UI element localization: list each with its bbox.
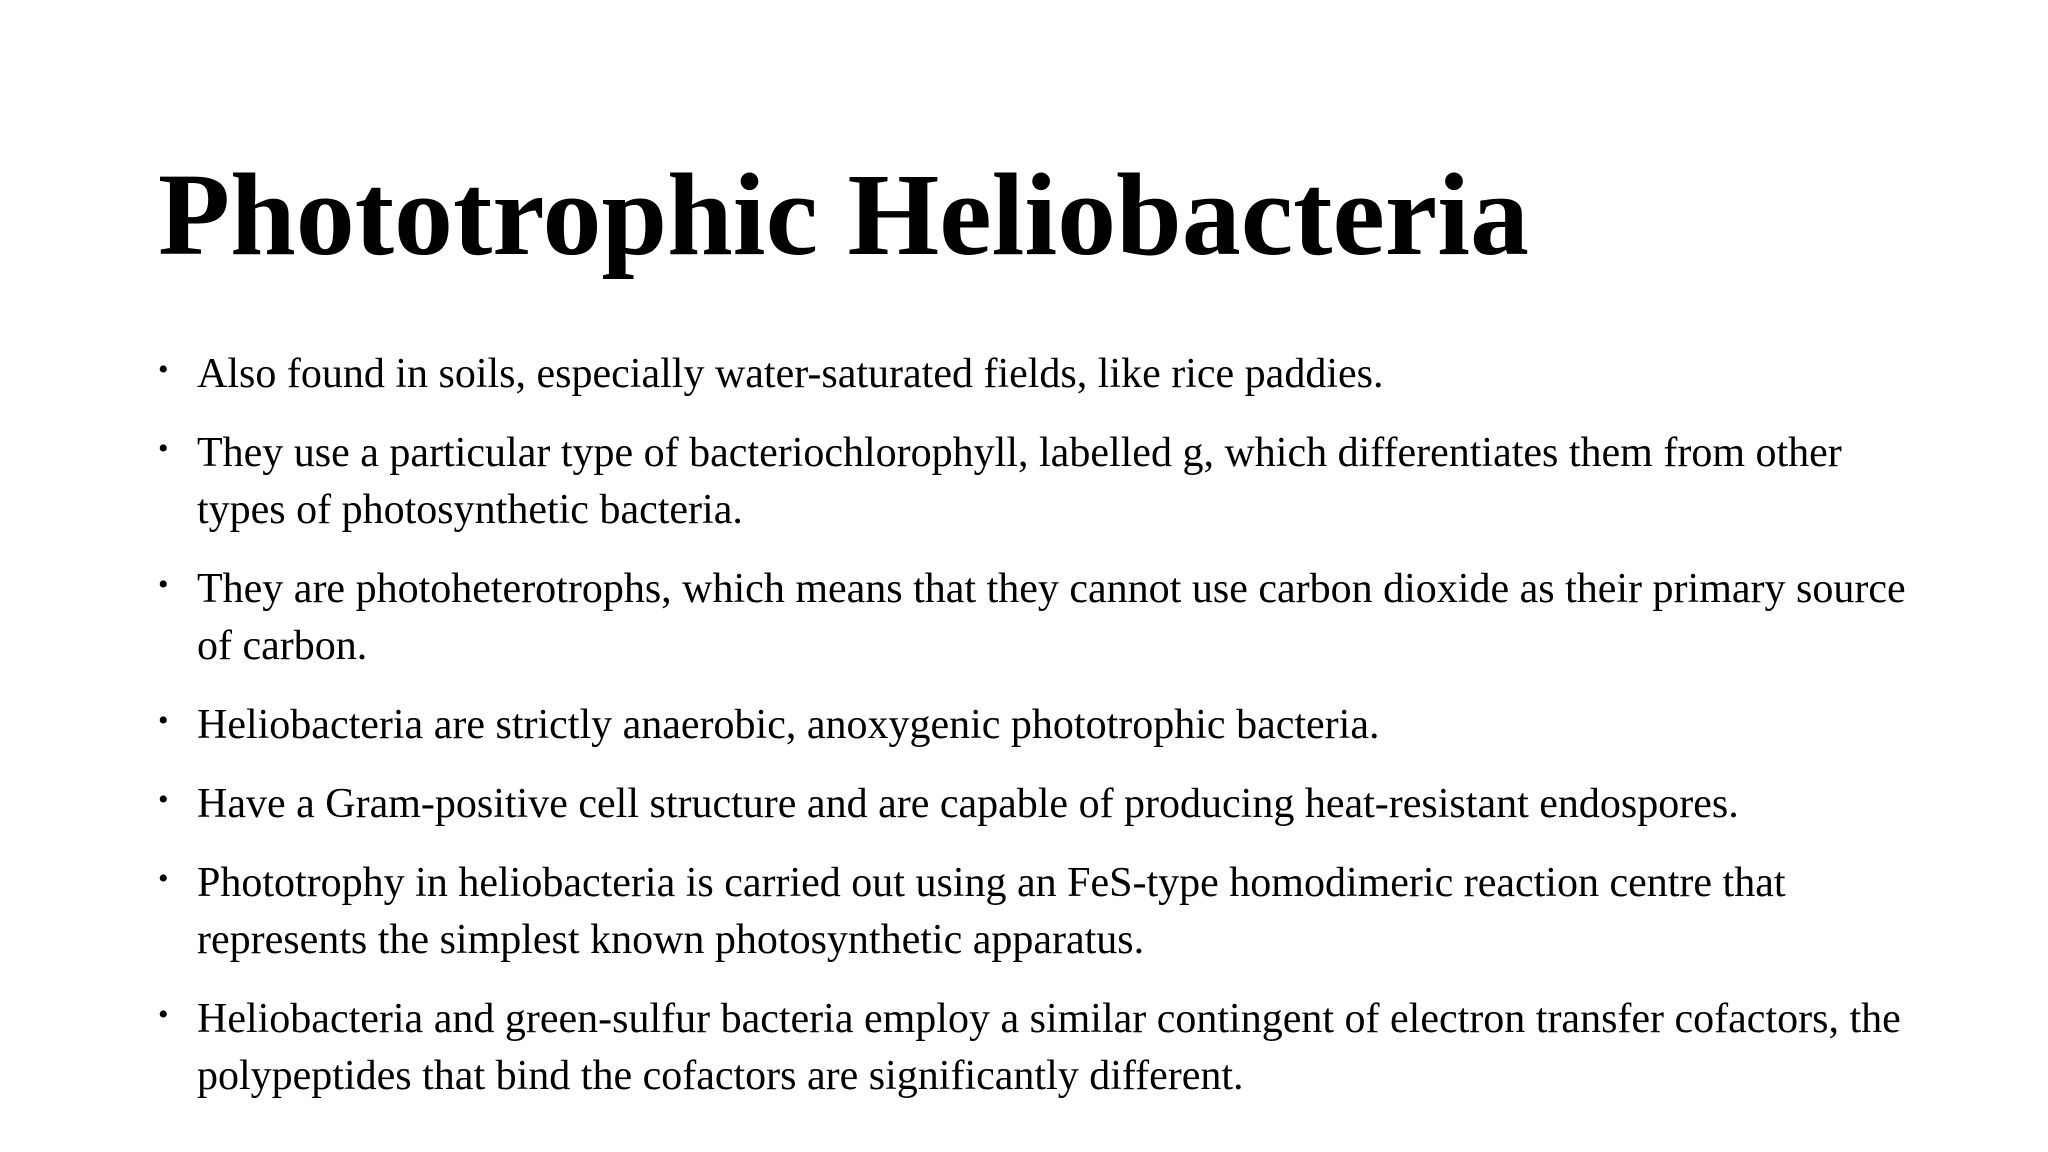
bullet-marker: • bbox=[158, 704, 169, 737]
bullet-item bbox=[158, 697, 1918, 754]
bullet-list bbox=[158, 346, 1918, 1127]
bullet-marker: • bbox=[158, 432, 169, 465]
bullet-marker: • bbox=[158, 783, 169, 816]
bullet-marker: • bbox=[158, 568, 169, 601]
bullet-item bbox=[158, 425, 1918, 539]
bullet-item bbox=[158, 776, 1918, 833]
bullet-item bbox=[158, 561, 1918, 675]
bullet-item bbox=[158, 991, 1918, 1105]
bullet-text: Also found in soils, especially water-saturated fields, like rice paddies. bbox=[197, 351, 1384, 397]
slide-title: Phototrophic Heliobacteria bbox=[158, 149, 1530, 280]
bullet-text: They use a particular type of bacteriochlorophyll, labelled g, which differentiates them from other types of photosynthetic bacteria. bbox=[197, 430, 1842, 533]
bullet-marker: • bbox=[158, 353, 169, 386]
bullet-marker: • bbox=[158, 862, 169, 895]
bullet-item bbox=[158, 855, 1918, 969]
bullet-text: Heliobacteria are strictly anaerobic, anoxygenic phototrophic bacteria. bbox=[197, 702, 1380, 748]
bullet-text: They are photoheterotrophs, which means that they cannot use carbon dioxide as their primary source of carbon. bbox=[197, 566, 1906, 669]
bullet-marker: • bbox=[158, 998, 169, 1031]
bullet-text: Phototrophy in heliobacteria is carried out using an FeS-type homodimeric reaction centre that represents the simplest known photosynthetic apparatus. bbox=[197, 860, 1786, 963]
bullet-item bbox=[158, 346, 1918, 403]
bullet-text: Have a Gram-positive cell structure and are capable of producing heat-resistant endospores. bbox=[197, 781, 1739, 827]
bullet-text: Heliobacteria and green-sulfur bacteria employ a similar contingent of electron transfer cofactors, the polypeptides that bind the cofactors are significantly different. bbox=[197, 996, 1901, 1099]
